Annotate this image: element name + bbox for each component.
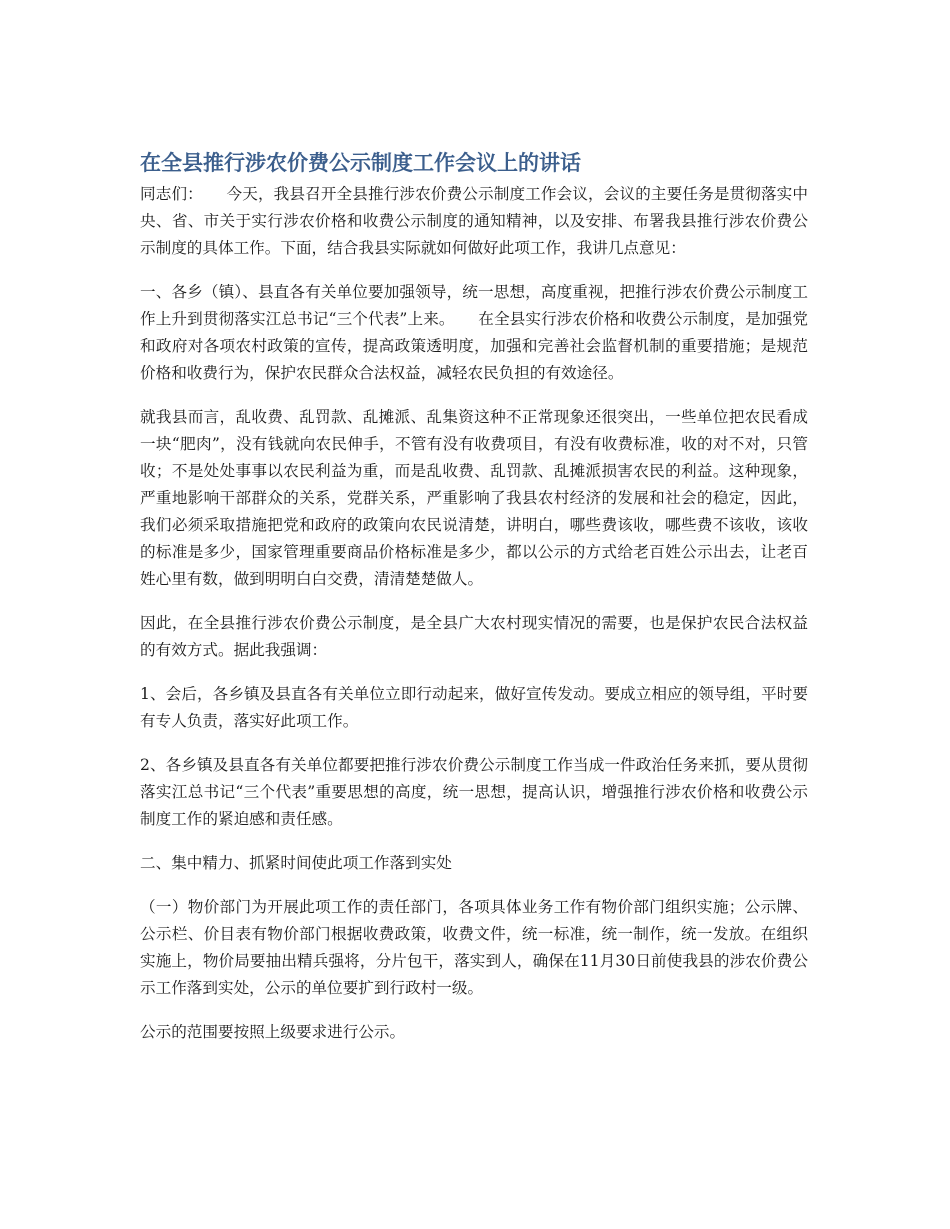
paragraph-section-two-heading: 二、集中精力、抓紧时间使此项工作落到实处 xyxy=(140,854,452,872)
paragraph-section-one: 一、各乡（镇）、县直各有关单位要加强领导，统一思想，高度重视，把推行涉农价费公示制度工作上升到贯彻落实江总书记“三个代表”上来。 在全县实行涉农价格和收费公示制度，是加强党和政府对各项农村政策的宣传，提高政策透明度，加强和完善社会监督机制的重要措施；是规范价格和收费行为，保护农民群众合法权益，减轻农民负担的有效途径。 xyxy=(140,283,808,382)
paragraph-current-situation: 就我县而言，乱收费、乱罚款、乱摊派、乱集资这种不正常现象还很突出，一些单位把农民看成一块“肥肉”，没有钱就向农民伸手，不管有没有收费项目，有没有收费标准，收的对不对，只管收；不是处处事事以农民利益为重，而是乱收费、乱罚款、乱摊派损害农民的利益。这种现象，严重地影响干部群众的关系，党群关系，严重影响了我县农村经济的发展和社会的稳定，因此，我们必须采取措施把党和政府的政策向农民说清楚，讲明白，哪些费该收，哪些费不该收，该收的标准是多少，国家管理重要商品价格标准是多少，都以公示的方式给老百姓公示出去，让老百姓心里有数，做到明明白白交费，清清楚楚做人。 xyxy=(140,408,808,588)
document-body xyxy=(140,148,808,1063)
paragraph-scope: 公示的范围要按照上级要求进行公示。 xyxy=(140,1023,406,1041)
paragraph-point-1: 1、会后，各乡镇及县直各有关单位立即行动起来，做好宣传发动。要成立相应的领导组，平时要有专人负责，落实好此项工作。 xyxy=(140,685,808,730)
paragraph-opening: 同志们： 今天，我县召开全县推行涉农价费公示制度工作会议，会议的主要任务是贯彻落实中央、省、市关于实行涉农价格和收费公示制度的通知精神，以及安排、布署我县推行涉农价费公示制度的具体工作。下面，结合我县实际就如何做好此项工作，我讲几点意见： xyxy=(140,185,808,257)
paragraph-point-2: 2、各乡镇及县直各有关单位都要把推行涉农价费公示制度工作当成一件政治任务来抓，要从贯彻落实江总书记“三个代表”重要思想的高度，统一思想，提高认识，增强推行涉农价格和收费公示制度工作的紧迫感和责任感。 xyxy=(140,756,808,828)
paragraph-subsection-one: （一）物价部门为开展此项工作的责任部门，各项具体业务工作有物价部门组织实施；公示牌、公示栏、价目表有物价部门根据收费政策，收费文件，统一标准，统一制作，统一发放。在组织实施上，物价局要抽出精兵强将，分片包干，落实到人，确保在11月30日前使我县的涉农价费公示工作落到实处，公示的单位要扩到行政村一级。 xyxy=(140,898,808,997)
paragraph-emphasis: 因此，在全县推行涉农价费公示制度，是全县广大农村现实情况的需要，也是保护农民合法权益的有效方式。据此我强调： xyxy=(140,614,808,659)
document-title: 在全县推行涉农价费公示制度工作会议上的讲话 xyxy=(140,151,581,175)
